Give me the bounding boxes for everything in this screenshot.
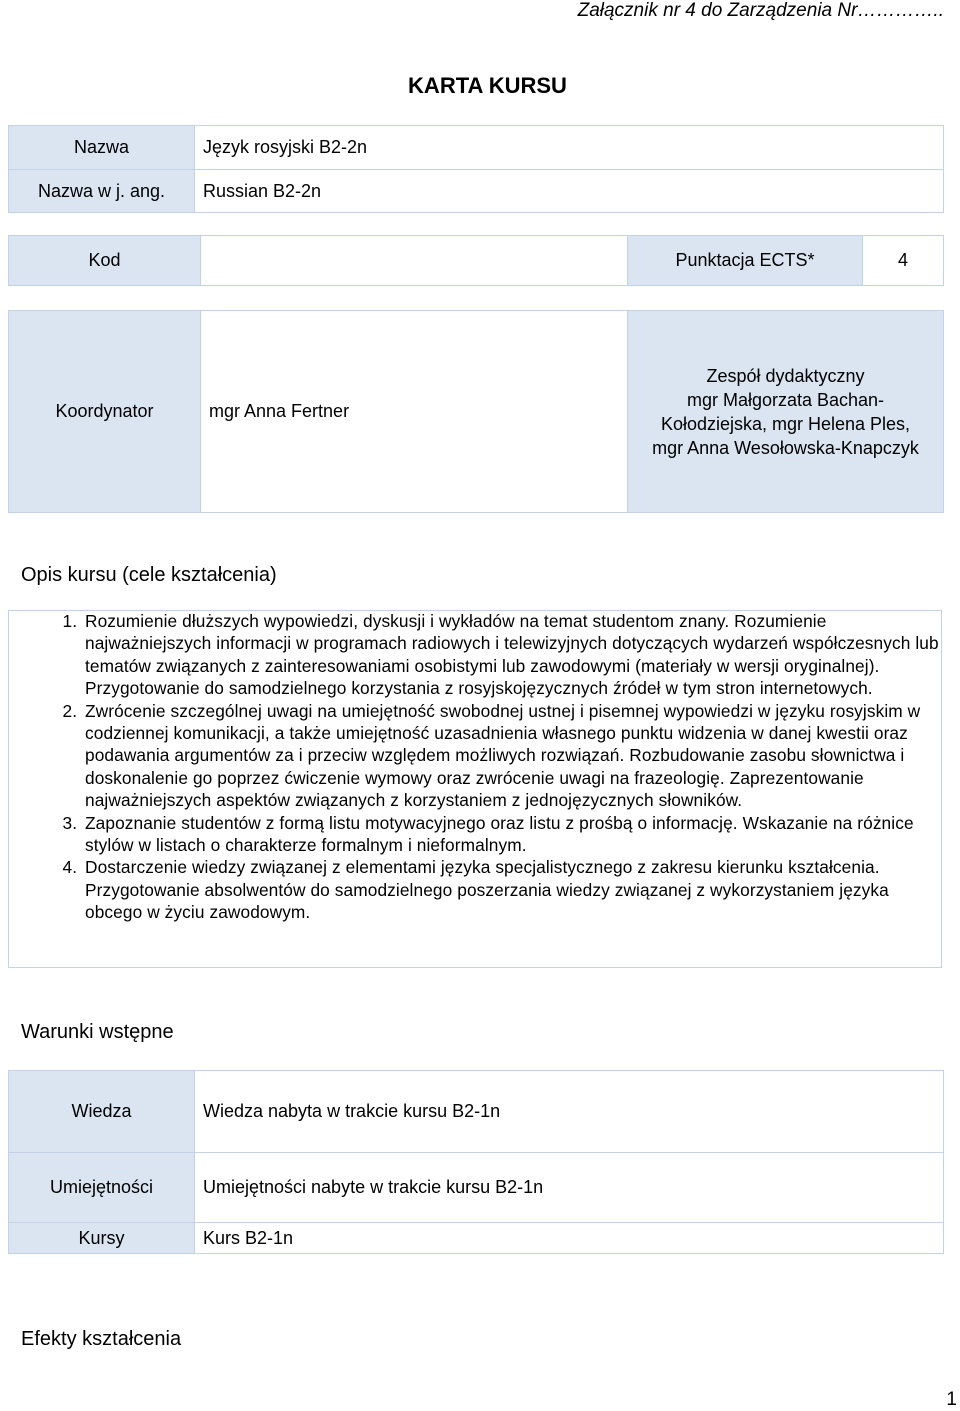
coordinator-value: mgr Anna Fertner	[201, 311, 628, 513]
outcomes-heading: Efekty kształcenia	[21, 1328, 182, 1350]
goal-item: 4. Dostarczenie wiedzy związanej z elementami języka specjalistycznego z zakresu kierunku kształcenia. Przygotowanie absolwentów do samodzielnego poszerzania wiedzy związanej z wykorzystaniem języka obcego w życiu zawodowym.	[82, 856, 939, 923]
courses-label: Kursy	[9, 1223, 195, 1254]
prerequisites-heading: Warunki wstępne	[21, 1021, 174, 1043]
attachment-note: Załącznik nr 4 do Zarządzenia Nr…………..	[577, 0, 944, 21]
description-heading: Opis kursu (cele kształcenia)	[21, 564, 277, 586]
goal-item: 1. Rozumienie dłuższych wypowiedzi, dyskusji i wykładów na temat studentom znany. Rozumienie najważniejszych informacji w programach radiowych i telewizyjnych dotyczących wydarzeń współczesnych lub tematów związanych z zainteresowaniami osobistymi lub zawodowymi (materiały w wersji oryginalnej). Przygotowanie do samodzielnego korzystania z rosyjskojęzycznych źródeł w tym stron internetowych.	[82, 610, 939, 700]
code-value	[201, 236, 628, 286]
name-en-value: Russian B2-2n	[195, 170, 944, 213]
name-label: Nazwa	[9, 126, 195, 170]
courses-value: Kurs B2-1n	[195, 1223, 944, 1254]
course-name-table	[8, 125, 944, 213]
teaching-team-label: Zespół dydaktyczny	[706, 365, 865, 386]
skills-label: Umiejętności	[9, 1153, 195, 1223]
ects-label: Punktacja ECTS*	[628, 236, 863, 286]
goals-list	[34, 610, 939, 924]
coordinator-table	[8, 310, 944, 513]
goal-item: 2. Zwrócenie szczególnej uwagi na umiejętność swobodnej ustnej i pisemnej wypowiedzi w języku rosyjskim w codziennej komunikacji, a także umiejętność uzasadnienia własnego punktu widzenia w danej kwestii oraz podawania argumentów za i przeciw względem możliwych rozwiązań. Rozbudowanie zasobu słownictwa i doskonalenie go poprzez ćwiczenie wymowy oraz zwrócenie uwagi na frazeologię. Zaprezentowanie najważniejszych aspektów związanych z korzystaniem z jednojęzycznych słowników.	[82, 700, 939, 812]
prerequisites-table	[8, 1070, 944, 1254]
goal-item: 3. Zapoznanie studentów z formą listu motywacyjnego oraz listu z prośbą o informację. Wskazanie na różnice stylów w listach o charakterze formalnym i nieformalnym.	[82, 812, 939, 857]
document-title: KARTA KURSU	[408, 73, 567, 98]
teaching-team-value: mgr Małgorzata Bachan-Kołodziejska, mgr Helena Ples, mgr Anna Wesołowska-Knapczyk	[652, 389, 919, 458]
code-label: Kod	[9, 236, 201, 286]
knowledge-label: Wiedza	[9, 1071, 195, 1153]
name-value: Język rosyjski B2-2n	[195, 126, 944, 170]
ects-value: 4	[863, 236, 944, 286]
coordinator-label: Koordynator	[9, 311, 201, 513]
knowledge-value: Wiedza nabyta w trakcie kursu B2-1n	[195, 1071, 944, 1153]
page-number: 1	[946, 1389, 957, 1410]
code-ects-table	[8, 235, 944, 286]
name-en-label: Nazwa w j. ang.	[9, 170, 195, 213]
teaching-team-cell	[628, 311, 944, 513]
skills-value: Umiejętności nabyte w trakcie kursu B2-1n	[195, 1153, 944, 1223]
